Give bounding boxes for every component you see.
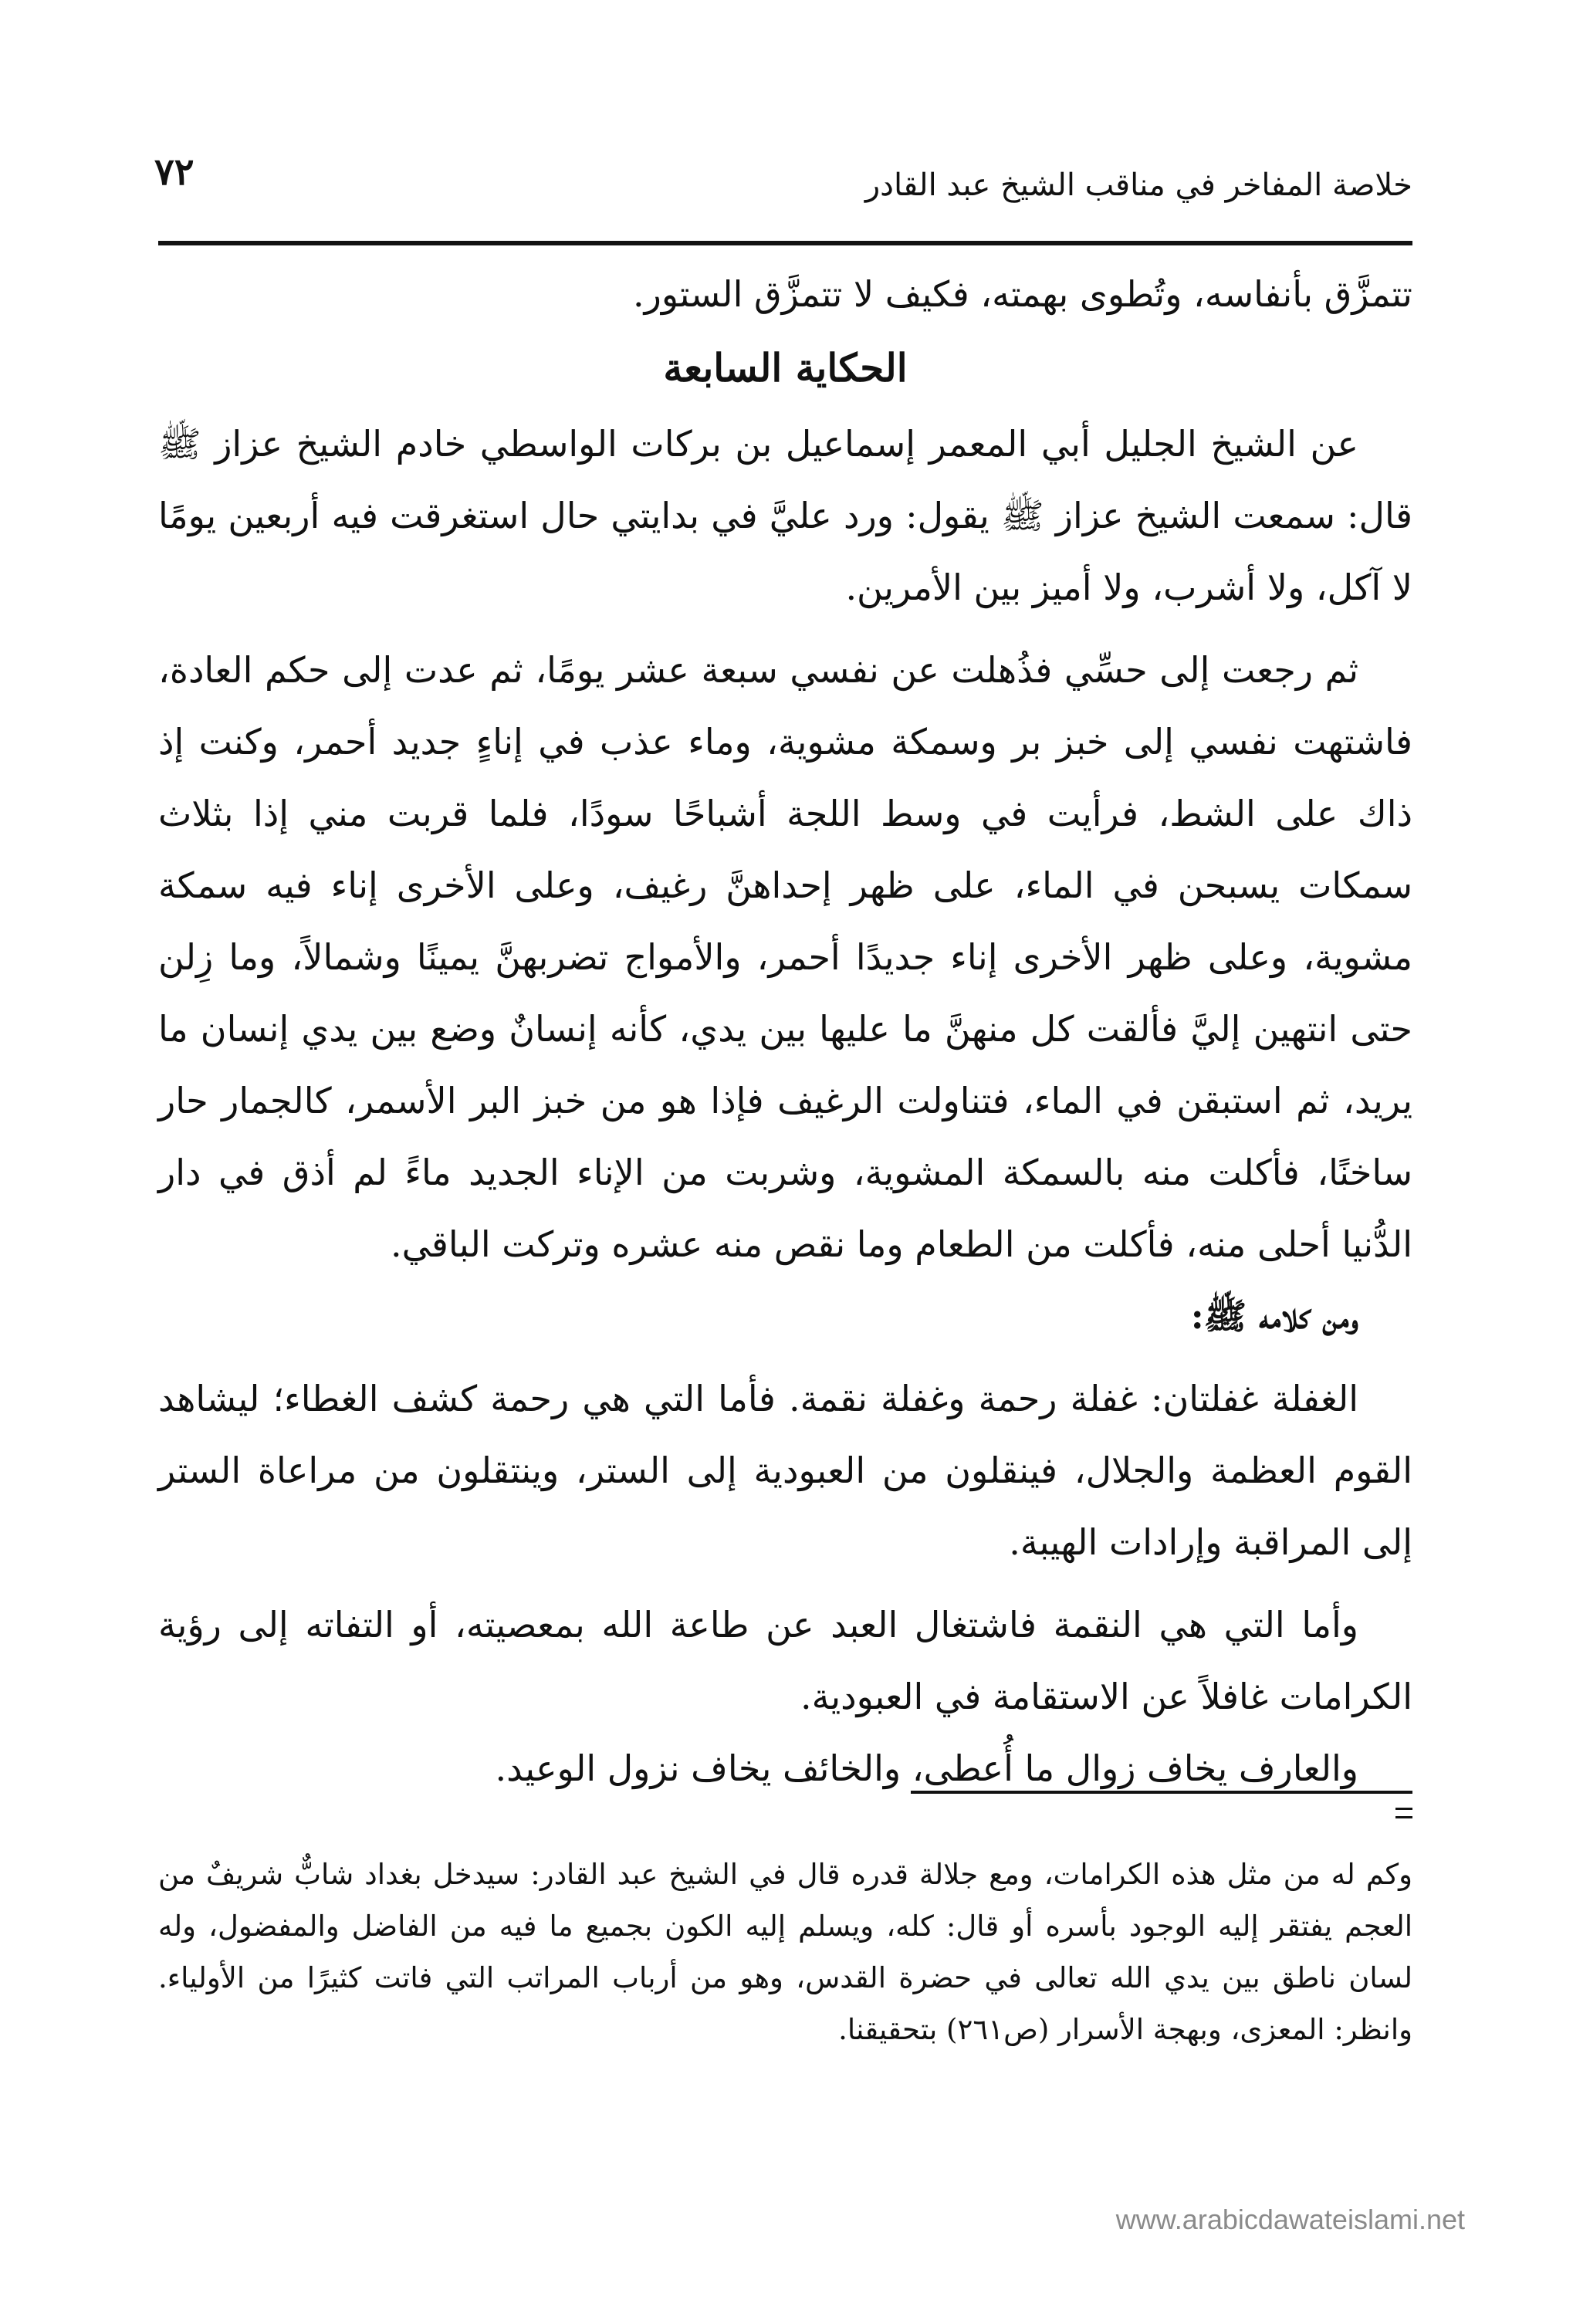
footnote-text: وكم له من مثل هذه الكرامات، ومع جلالة قدره قال في الشيخ عبد القادر: سيدخل بغداد شابٌّ شريفٌ من العجم يفتقر إليه الوجود بأسره أو قال: كله، ويسلم إليه الكون بجميع ما فيه من الفاضل والمفضول، وله لسان ناطق بين يدي الله تعالى في حضرة القدس، وهو من أرباب المراتب التي فاتت كثيرًا من الأولياء. وانظر: المعزى، وبهجة الأسرار (ص٢٦١) بتحقيقنا.: [158, 1858, 1412, 2046]
section-heading: الحكاية السابعة: [663, 345, 908, 391]
footnote-separator: [911, 1791, 1412, 1794]
header-rule: [158, 241, 1412, 245]
paragraph: وأما التي هي النقمة فاشتغال العبد عن طاعة الله بمعصيته، أو التفاته إلى رؤية الكرامات غافلاً عن الاستقامة في العبودية.: [158, 1604, 1412, 1717]
paragraph: ثم رجعت إلى حسِّي فذُهلت عن نفسي سبعة عشر يومًا، ثم عدت إلى حكم العادة، فاشتهت نفسي إلى خبز بر وسمكة مشوية، وماء عذب في إناءٍ جديد أحمر، وكنت إذ ذاك على الشط، فرأيت في وسط اللجة أشباحًا سودًا، فلما قربت مني إذا بثلاث سمكات يسبحن في الماء، على ظهر إحداهنَّ رغيف، وعلى الأخرى إناء فيه سمكة مشوية، وعلى ظهر الأخرى إناء جديدًا أحمر، والأمواج تضربهنَّ يمينًا وشمالاً، وما زِلن حتى انتهين إليَّ فألقت كل منهنَّ ما عليها بين يدي، كأنه إنسانٌ وضع بين يدي إنسان ما يريد، ثم استبقن في الماء، فتناولت الرغيف فإذا هو من خبز البر الأسمر، كالجمار حار ساخنًا، فأكلت منه بالسمكة المشوية، وشربت من الإناء الجديد ماءً لم أذق في دار الدُّنيا أحلى منه، فأكلت من الطعام وما نقص منه عشره وتركت الباقي.: [158, 649, 1412, 1265]
footnote: [158, 1849, 1412, 2055]
running-title: خلاصة المفاخر في مناقب الشيخ عبد القادر: [864, 167, 1412, 203]
main-text: [158, 259, 1412, 1805]
footnote-marker: [1395, 1808, 1412, 1818]
watermark: www.arabicdawateislami.net: [1115, 2204, 1465, 2235]
paragraph: عن الشيخ الجليل أبي المعمر إسماعيل بن بركات الواسطي خادم الشيخ عزاز ﷺ قال: سمعت الشيخ عزاز ﷺ يقول: ورد عليَّ في بدايتي حال استغرقت فيه أربعين يومًا لا آكل، ولا أشرب، ولا أميز بين الأمرين.: [158, 423, 1412, 608]
paragraph: الغفلة غفلتان: غفلة رحمة وغفلة نقمة. فأما التي هي رحمة كشف الغطاء؛ ليشاهد القوم العظمة والجلال، فينقلون من العبودية إلى الستر، وينتقلون من مراعاة الستر إلى المراقبة وإرادات الهيبة.: [158, 1378, 1412, 1563]
running-header: [154, 151, 1412, 235]
paragraph: والعارف يخاف زوال ما أُعطى، والخائف يخاف نزول الوعيد.: [495, 1747, 1358, 1789]
page-number: ٧٢: [154, 151, 195, 194]
paragraph-continuation: تتمزَّق بأنفاسه، وتُطوى بهمته، فكيف لا تتمزَّق الستور.: [633, 273, 1412, 315]
sub-heading: ومن كلامه ﷺ:: [1190, 1295, 1358, 1337]
